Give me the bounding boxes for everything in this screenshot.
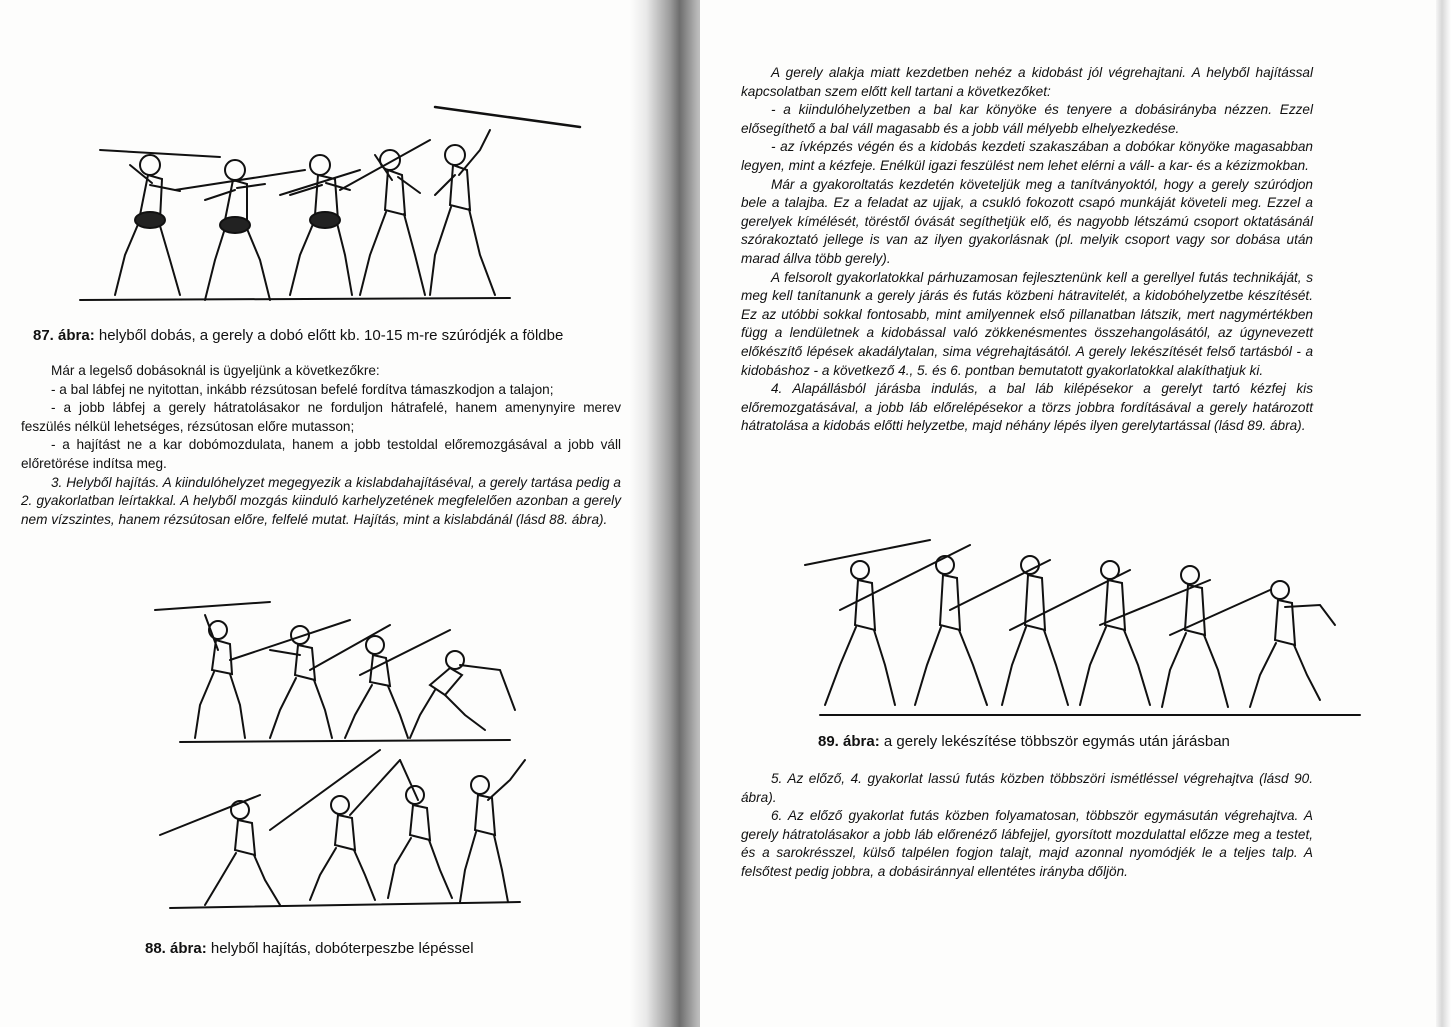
figure-88-text: helyből hajítás, dobóterpeszbe lépéssel bbox=[206, 940, 474, 957]
figure-89-number: 89. ábra: bbox=[818, 733, 880, 750]
paragraph: A felsorolt gyakorlatokkal párhuzamosan fejlesztenünk kell a gerellyel futás technikáját, s meg kell tanítanunk a gerely járás és futás közbeni hátravitelét, a kidobóhelyzetbe készítését. Ez az utóbbi sokkal fontosabb, mint amilyennek első pillanatban látszik, mert nagymértékben függ a lendületnek a kidobással való zökkenésmentes összehangolásától, az úgynevezett előkészítő lépések akadálytalan, sima végrehajtásától. A gerely lekészítését felső tartásból - a kidobáshoz - a következő 4., 5. és 6. pontban bemutatott gyakorlatokkal alakíthatjuk ki. bbox=[741, 269, 1313, 378]
right-page bbox=[700, 0, 1451, 1027]
figure-87-number: 87. ábra: bbox=[33, 327, 95, 344]
left-body-text bbox=[21, 362, 621, 529]
figure-88-number: 88. ábra: bbox=[145, 940, 207, 957]
paragraph: Már a legelső dobásoknál is ügyeljünk a következőkre: bbox=[51, 363, 380, 378]
paragraph: - az ívképzés végén és a kidobás kezdeti szakaszában a dobókar könyöke magasabban legyen, mint a kézfeje. Enélkül igazi feszülést nem lehet elérni a váll- a kar- és a kézizmokban. bbox=[741, 139, 1313, 173]
right-body-text bbox=[741, 64, 1313, 436]
paragraph: A gerely alakja miatt kezdetben nehéz a kidobást jól végrehajtani. A helyből hajítással kapcsolatban szem előtt kell tartani a következőket: bbox=[741, 65, 1313, 99]
figure-87-text: helyből dobás, a gerely a dobó előtt kb. 10-15 m-re szúródjék a földbe bbox=[94, 327, 564, 344]
paragraph: 5. Az előző, 4. gyakorlat lassú futás közben többszöri ismétléssel végrehajtva (lásd 90. ábra). bbox=[741, 771, 1313, 805]
paragraph: - a bal lábfej ne nyitottan, inkább rézsútosan befelé fordítva támaszkodjon a talajon; bbox=[51, 381, 554, 397]
paragraph: - a jobb lábfej a gerely hátratolásakor ne forduljon hátrafelé, hanem amenynyire merev feszülés nélkül lehetséges, rézsútosan előre mutasson; bbox=[21, 400, 621, 434]
figure-88-illustration bbox=[150, 590, 550, 925]
right-body-text-2 bbox=[741, 770, 1313, 882]
page-edge bbox=[1436, 0, 1451, 1027]
figure-87-caption bbox=[33, 327, 563, 344]
figure-89-illustration bbox=[800, 535, 1365, 720]
paragraph: - a kiindulóhelyzetben a bal kar könyöke és tenyere a dobásirányba nézzen. Ezzel elősegíthető a bal váll magasabb és a jobb váll mélyebb elhelyezkedése. bbox=[741, 102, 1313, 136]
left-page bbox=[0, 0, 650, 1027]
figure-88-caption bbox=[145, 940, 474, 957]
paragraph: Már a gyakoroltatás kezdetén követeljük meg a tanítványoktól, hogy a gerely szúródjon bele a talajba. Ez a feladat az ujjak, a csukló fokozott csapó munkáját követeli meg. Ezzel a gerelyek kímélését, töréstől óvását segíthetjük elő, és nagyobb létszámú csoport oktatásánál szórakoztató jellege is van az ilyen gyakorlásnak (pl. melyik csoport vagy sor dobása után marad állva több gerely). bbox=[741, 176, 1313, 266]
figure-89-text: a gerely lekészítése többször egymás után járásban bbox=[879, 733, 1230, 750]
paragraph: 6. Az előző gyakorlat futás közben folyamatosan, többször egymásután végrehajtva. A gerely hátratolásakor a jobb láb előrenéző lábfejjel, gyorsított mozdulattal előzze meg a testet, és a sarokrésszel, külső talpélen fogjon talajt, majd azonnal nyomódjék le a teljes talp. A felsőtest pedig jobbra, a dobásiránnyal ellentétes irányba dőljön. bbox=[741, 808, 1313, 879]
paragraph: - a hajítást ne a kar dobómozdulata, hanem a jobb testoldal előremozgásával a jobb váll előretörése indítsa meg. bbox=[21, 437, 621, 471]
paragraph: 4. Alapállásból járásba indulás, a bal láb kilépésekor a gerelyt tartó kézfej kis előremozgatásával, a jobb láb előrelépésekor a törzs jobbra fordításával a gerely határozott hátratolása a kidobás előtti helyzetbe, majd néhány lépés ilyen gerelytartással (lásd 89. ábra). bbox=[741, 381, 1313, 434]
paragraph-italic: 3. Helyből hajítás. A kiindulóhelyzet megegyezik a kislabdahajításéval, a gerely tartása pedig a 2. gyakorlatban leírtakkal. A helyből mozgás kiinduló karhelyzetének megfelelően azonban a gerely nem vízszintes, hanem rézsútosan előre, felfelé mutat. Hajítás, mint a kislabdánál (lásd 88. ábra). bbox=[21, 474, 621, 527]
figure-87-illustration bbox=[70, 95, 590, 305]
figure-89-caption bbox=[818, 733, 1230, 750]
